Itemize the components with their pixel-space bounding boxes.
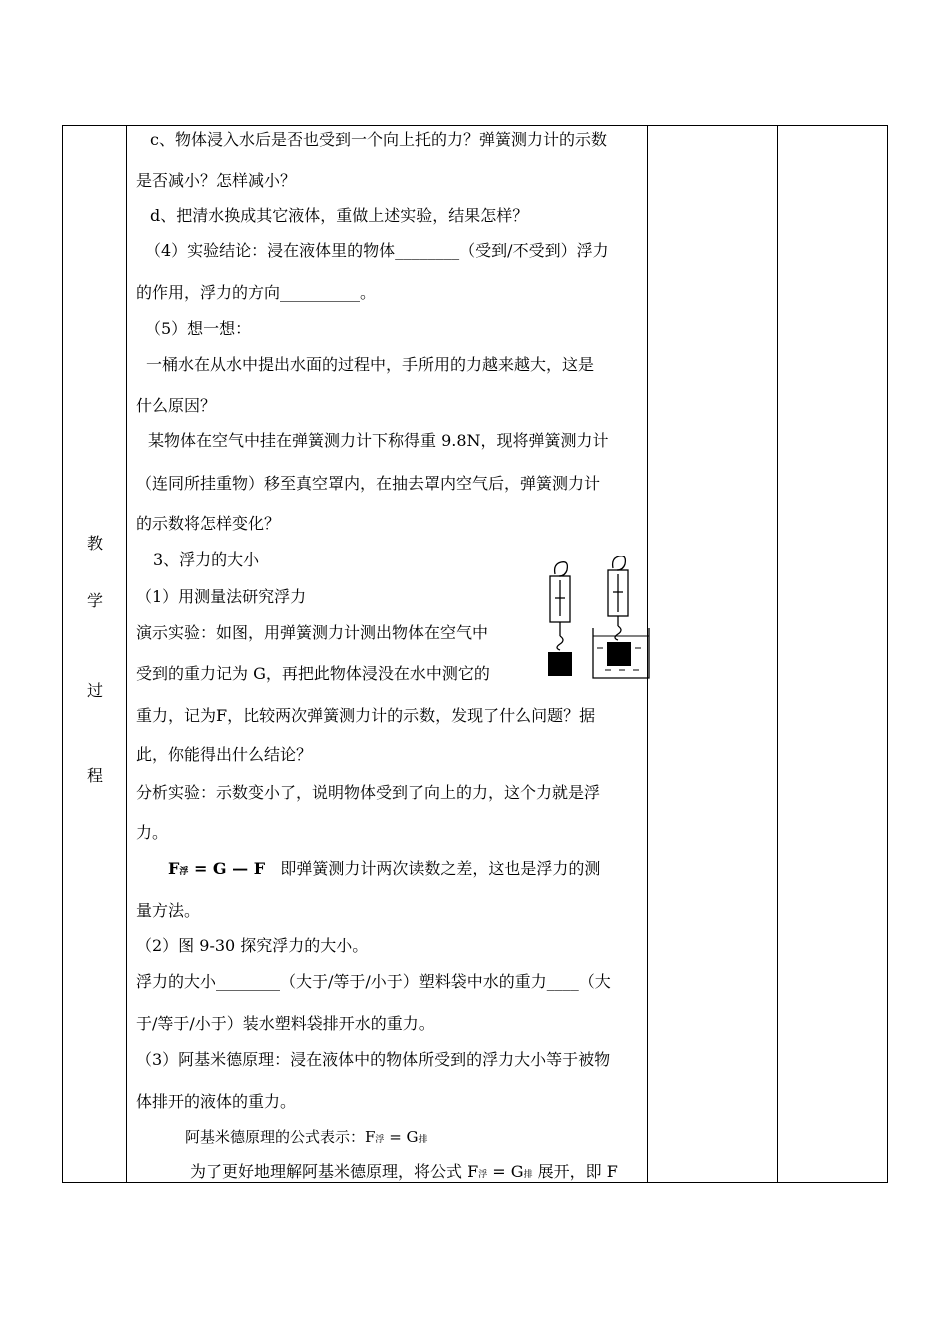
archimedes-formula xyxy=(185,1127,428,1150)
formula-sub: 浮 xyxy=(179,867,189,877)
formula-sub: 排 xyxy=(523,1170,533,1180)
side-label-char: 教 xyxy=(86,534,103,553)
text-line: 3、浮力的大小 xyxy=(153,550,260,569)
formula-line xyxy=(168,859,600,882)
text-line: d、把清水换成其它液体，重做上述实验，结果怎样？ xyxy=(150,206,529,225)
spring-scale-figure xyxy=(541,556,651,686)
spring-scale-water xyxy=(593,556,649,678)
text-line: 分析实验：示数变小了，说明物体受到了向上的力，这个力就是浮 xyxy=(136,783,601,802)
text-line: 的作用，浮力的方向__________。 xyxy=(136,283,377,302)
text-line: 重力，记为F，比较两次弹簧测力计的示数，发现了什么问题？据 xyxy=(136,706,596,725)
text-line: （5）想一想： xyxy=(145,319,252,338)
formula-rest: = G — F xyxy=(188,859,266,878)
formula-sub: 排 xyxy=(418,1135,428,1145)
formula-mid: = G xyxy=(487,1162,524,1181)
text-line: （2）图 9-30 探究浮力的大小。 xyxy=(136,936,369,955)
spring-scale-air xyxy=(548,562,572,676)
text-line: c、物体浸入水后是否也受到一个向上托的力？弹簧测力计的示数 xyxy=(150,130,607,149)
text-line: 演示实验：如图，用弹簧测力计测出物体在空气中 xyxy=(136,623,489,642)
text-line: 量方法。 xyxy=(136,901,201,920)
text-line: 于/等于/小于）装水塑料袋排开水的重力。 xyxy=(136,1014,435,1033)
column-divider xyxy=(126,126,127,1182)
text-line: （3）阿基米德原理：浸在液体中的物体所受到的浮力大小等于被物 xyxy=(136,1050,611,1069)
formula-label: 为了更好地理解阿基米德原理，将公式 F xyxy=(190,1162,479,1181)
side-label-char: 过 xyxy=(86,681,103,700)
text-line: 的示数将怎样变化？ xyxy=(136,514,281,533)
formula-mid: = G xyxy=(384,1128,419,1146)
text-line: 什么原因？ xyxy=(136,396,217,415)
text-line: 此，你能得出什么结论？ xyxy=(136,745,313,764)
expand-formula-line xyxy=(190,1162,618,1185)
text-line: 一桶水在从水中提出水面的过程中，手所用的力越来越大，这是 xyxy=(146,355,595,374)
formula-sub: 浮 xyxy=(478,1170,488,1180)
formula-end: 展开，即 F xyxy=(532,1162,618,1181)
text-line: （连同所挂重物）移至真空罩内，在抽去罩内空气后，弹簧测力计 xyxy=(136,474,601,493)
formula-explanation: 即弹簧测力计两次读数之差，这也是浮力的测 xyxy=(280,859,601,878)
text-line: 某物体在空气中挂在弹簧测力计下称得重 9.8N，现将弹簧测力计 xyxy=(148,431,609,450)
lesson-table xyxy=(62,125,888,1183)
column-divider xyxy=(777,126,778,1182)
side-label-char: 学 xyxy=(86,591,103,610)
weight-block xyxy=(548,652,572,676)
formula-f: F xyxy=(168,859,180,878)
formula-label: 阿基米德原理的公式表示：F xyxy=(185,1128,376,1146)
text-line: 浮力的大小________（大于/等于/小于）塑料袋中水的重力____（大 xyxy=(136,972,611,991)
side-label-char: 程 xyxy=(86,766,103,785)
text-line: 是否减小？怎样减小？ xyxy=(136,171,297,190)
formula-sub: 浮 xyxy=(375,1135,385,1145)
text-line: 受到的重力记为 G，再把此物体浸没在水中测它的 xyxy=(136,664,490,683)
weight-block xyxy=(607,642,631,666)
text-line: 力。 xyxy=(136,823,169,842)
text-line: （4）实验结论：浸在液体里的物体________（受到/不受到）浮力 xyxy=(145,241,609,260)
text-line: （1）用测量法研究浮力 xyxy=(136,587,307,606)
text-line: 体排开的液体的重力。 xyxy=(136,1092,297,1111)
